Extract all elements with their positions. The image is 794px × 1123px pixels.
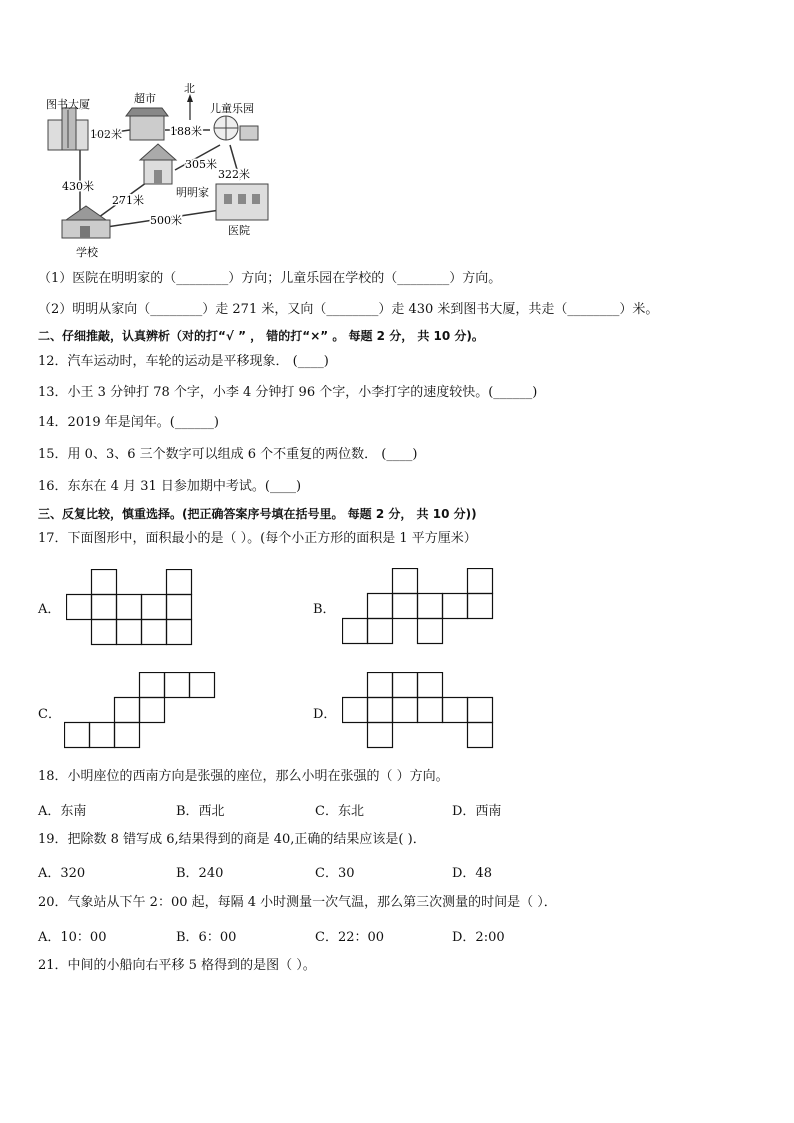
library-icon xyxy=(48,108,88,150)
q18-option-c: C．东北 xyxy=(315,804,364,819)
grid-cell xyxy=(167,570,192,595)
q21-stem: 21．中间的小船向右平移 5 格得到的是图（ ）。 xyxy=(38,958,316,973)
grid-cell xyxy=(468,723,493,748)
distance-school-hospital: 500米 xyxy=(150,214,182,227)
grid-cell xyxy=(343,619,368,644)
grid-cell xyxy=(418,594,443,619)
q12: 12．汽车运动时，车轮的运动是平移现象． (____) xyxy=(38,354,329,369)
grid-cell xyxy=(343,698,368,723)
home-icon xyxy=(140,144,176,184)
q19-option-a: A．320 xyxy=(38,866,86,881)
supermarket-label: 超市 xyxy=(134,92,156,105)
q20-options xyxy=(38,926,538,944)
section3-heading: 三、反复比较，慎重选择。(把正确答案序号填在括号里。 每题 2 分， 共 10 分)) xyxy=(38,507,477,521)
grid-cell xyxy=(368,723,393,748)
north-label: 北 xyxy=(184,82,195,95)
grid-cell xyxy=(368,594,393,619)
distance-park-home: 305米 xyxy=(185,158,217,171)
grid-cell xyxy=(90,723,115,748)
hospital-label: 医院 xyxy=(228,224,250,237)
grid-cell xyxy=(167,595,192,620)
q19-option-c: C．30 xyxy=(315,866,355,881)
q11-part2: （2）明明从家向（________）走 271 米，又向（________）走 430 米到图书大厦，共走（________）米。 xyxy=(38,302,659,317)
q16: 16．东东在 4 月 31 日参加期中考试。(____) xyxy=(38,479,302,494)
q18-stem: 18．小明座位的西南方向是张强的座位，那么小明在张强的（ ）方向。 xyxy=(38,769,449,784)
distance-supermarket-park: 188米 xyxy=(170,125,202,138)
park-icon xyxy=(214,116,258,140)
q18-options xyxy=(38,800,538,818)
distance-library-school: 430米 xyxy=(62,180,94,193)
q20-option-b: B．6：00 xyxy=(176,930,237,945)
q17-option-d-label: D． xyxy=(313,707,337,722)
grid-cell xyxy=(468,569,493,594)
grid-cell xyxy=(165,673,190,698)
q15: 15．用 0、3、6 三个数字可以组成 6 个不重复的两位数． (____) xyxy=(38,447,418,462)
grid-cell xyxy=(468,698,493,723)
grid-cell xyxy=(393,698,418,723)
q20-option-d: D．2:00 xyxy=(452,930,505,945)
distance-home-school: 271米 xyxy=(112,194,144,207)
grid-cell xyxy=(368,619,393,644)
q13: 13．小王 3 分钟打 78 个字，小李 4 分钟打 96 个字，小李打字的速度较快。(______) xyxy=(38,385,538,400)
q17-stem: 17．下面图形中，面积最小的是（ ）。(每个小正方形的面积是 1 平方厘米） xyxy=(38,531,477,546)
q20-option-a: A．10：00 xyxy=(38,930,107,945)
distance-park-hospital: 322米 xyxy=(218,168,250,181)
q20-option-c: C．22：00 xyxy=(315,930,385,945)
home-label: 明明家 xyxy=(176,186,209,199)
grid-cell xyxy=(92,595,117,620)
q17-option-b-label: B． xyxy=(313,602,336,617)
library-label: 图书大厦 xyxy=(46,98,90,111)
q18-option-b: B．西北 xyxy=(176,804,225,819)
grid-cell xyxy=(142,595,167,620)
grid-cell xyxy=(167,620,192,645)
grid-cell xyxy=(418,698,443,723)
grid-cell xyxy=(190,673,215,698)
q17-figure-a xyxy=(66,569,196,647)
hospital-icon xyxy=(216,184,268,220)
grid-cell xyxy=(393,569,418,594)
grid-cell xyxy=(418,673,443,698)
grid-cell xyxy=(92,570,117,595)
q19-stem: 19．把除数 8 错写成 6,结果得到的商是 40,正确的结果应该是( )． xyxy=(38,832,426,847)
grid-cell xyxy=(443,698,468,723)
grid-cell xyxy=(418,619,443,644)
q19-option-b: B．240 xyxy=(176,866,224,881)
q17-option-c-label: C． xyxy=(38,707,61,722)
q17-option-a-label: A． xyxy=(38,602,61,617)
grid-cell xyxy=(443,594,468,619)
q20-stem: 20．气象站从下午 2：00 起，每隔 4 小时测量一次气温，那么第三次测量的时间是（ ）． xyxy=(38,895,557,910)
park-label: 儿童乐园 xyxy=(210,102,254,115)
q17-figure-d xyxy=(342,672,502,750)
grid-cell xyxy=(115,723,140,748)
grid-cell xyxy=(468,594,493,619)
q17-figure-b xyxy=(342,568,497,646)
school-icon xyxy=(62,206,110,238)
distance-library-supermarket: 102米 xyxy=(90,128,122,141)
map-figure xyxy=(40,80,280,260)
grid-cell xyxy=(368,673,393,698)
q19-options xyxy=(38,862,538,880)
q18-option-a: A．东南 xyxy=(38,804,87,819)
q19-option-d: D．48 xyxy=(452,866,492,881)
q14: 14．2019 年是闰年。(______) xyxy=(38,415,219,430)
grid-cell xyxy=(142,620,167,645)
grid-cell xyxy=(92,620,117,645)
grid-cell xyxy=(117,620,142,645)
grid-cell xyxy=(393,594,418,619)
supermarket-icon xyxy=(126,108,168,140)
grid-cell xyxy=(393,673,418,698)
q18-option-d: D．西南 xyxy=(452,804,502,819)
grid-cell xyxy=(115,698,140,723)
grid-cell xyxy=(117,595,142,620)
grid-cell xyxy=(67,595,92,620)
grid-cell xyxy=(65,723,90,748)
q11-part1: （1）医院在明明家的（________）方向；儿童乐园在学校的（________）方向。 xyxy=(38,271,502,286)
grid-cell xyxy=(140,698,165,723)
grid-cell xyxy=(140,673,165,698)
grid-cell xyxy=(368,698,393,723)
school-label: 学校 xyxy=(76,246,98,259)
section2-heading: 二、仔细推敲，认真辨析（对的打“√ ” ， 错的打“×” 。 每题 2 分， 共 10 分)。 xyxy=(38,329,484,343)
q17-figure-c xyxy=(64,672,219,750)
